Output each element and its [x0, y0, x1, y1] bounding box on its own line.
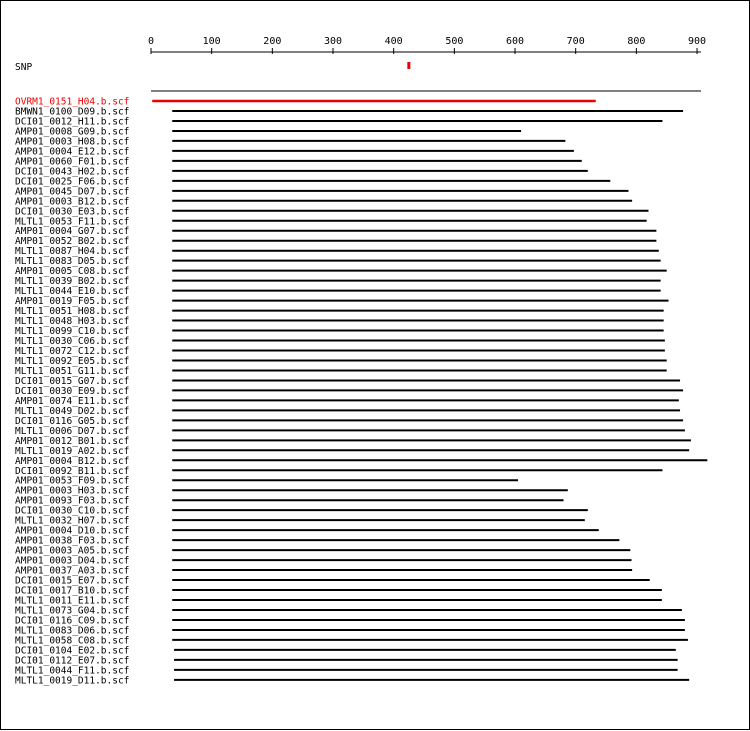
read-label[interactable]: MLTL1_0019_A02.b.scf	[15, 445, 130, 457]
axis-tick-label: 400	[384, 36, 403, 47]
read-label[interactable]: AMP01_0004_D10.b.scf	[15, 525, 130, 537]
read-label[interactable]: DCI01_0116_G05.b.scf	[15, 415, 130, 427]
axis-tick-label: 600	[505, 36, 525, 47]
read-label[interactable]: MLTL1_0092_E05.b.scf	[15, 355, 130, 367]
read-label[interactable]: AMP01_0060_F01.b.scf	[15, 156, 130, 168]
read-label[interactable]: MLTL1_0058_C08.b.scf	[15, 635, 130, 647]
read-label[interactable]: DCI01_0112_E07.b.scf	[15, 655, 130, 667]
read-label[interactable]: AMP01_0005_C08.b.scf	[15, 266, 130, 278]
read-label[interactable]: MLTL1_0030_C06.b.scf	[15, 336, 130, 348]
read-label[interactable]: AMP01_0004_E12.b.scf	[15, 146, 130, 158]
read-label[interactable]: MLTL1_0049_D02.b.scf	[15, 405, 130, 417]
read-label[interactable]: MLTL1_0099_C10.b.scf	[15, 326, 130, 338]
read-label[interactable]: AMP01_0074_E11.b.scf	[15, 395, 130, 407]
read-label[interactable]: BMWN1_0100_D09.b.scf	[15, 106, 130, 118]
read-label[interactable]: MLTL1_0053_F11.b.scf	[15, 216, 130, 228]
read-label[interactable]: AMP01_0003_H03.b.scf	[15, 485, 130, 497]
read-label[interactable]: DCI01_0092_B11.b.scf	[15, 465, 130, 477]
read-label[interactable]: AMP01_0003_D04.b.scf	[15, 555, 130, 567]
read-label[interactable]: MLTL1_0039_B02.b.scf	[15, 276, 130, 288]
read-label[interactable]: AMP01_0093_F03.b.scf	[15, 495, 130, 507]
read-label[interactable]: AMP01_0019_F05.b.scf	[15, 296, 130, 308]
read-label[interactable]: MLTL1_0087_H04.b.scf	[15, 246, 130, 258]
read-label[interactable]: AMP01_0003_B12.b.scf	[15, 196, 130, 208]
axis-tick-label: 0	[147, 36, 155, 47]
read-label[interactable]: MLTL1_0006_D07.b.scf	[15, 425, 130, 437]
read-label[interactable]: MLTL1_0083_D06.b.scf	[15, 625, 130, 637]
axis-tick-label: 700	[566, 36, 585, 47]
read-label[interactable]: AMP01_0038_F03.b.scf	[15, 535, 130, 547]
read-label[interactable]: DCI01_0015_E07.b.scf	[15, 575, 130, 587]
read-label[interactable]: AMP01_0052_B02.b.scf	[15, 236, 130, 248]
read-label[interactable]: MLTL1_0032_H07.b.scf	[15, 515, 130, 527]
read-label[interactable]: MLTL1_0051_H08.b.scf	[15, 306, 130, 318]
read-label[interactable]: MLTL1_0072_C12.b.scf	[15, 346, 130, 357]
read-label[interactable]: DCI01_0116_C09.b.scf	[15, 615, 130, 627]
snp-marker[interactable]	[407, 62, 410, 69]
read-label[interactable]: DCI01_0030_C10.b.scf	[15, 505, 130, 517]
read-label[interactable]: DCI01_0025_F06.b.scf	[15, 176, 130, 188]
read-label[interactable]: AMP01_0037_A03.b.scf	[15, 565, 130, 577]
read-alignment-diagram	[1, 1, 750, 731]
read-label[interactable]: DCI01_0015_G07.b.scf	[15, 375, 130, 387]
read-label[interactable]: AMP01_0012_B01.b.scf	[15, 435, 130, 447]
read-label[interactable]: DCI01_0017_B10.b.scf	[15, 585, 130, 597]
snp-track	[15, 62, 410, 73]
axis-tick-label: 800	[627, 36, 646, 47]
read-label[interactable]: AMP01_0003_H08.b.scf	[15, 136, 130, 148]
axis-tick-label: 900	[687, 36, 707, 47]
read-label[interactable]: AMP01_0003_A05.b.scf	[15, 545, 130, 557]
read-label[interactable]: DCI01_0043_H02.b.scf	[15, 166, 130, 178]
read-label[interactable]: DCI01_0030_E09.b.scf	[15, 385, 130, 397]
axis-tick-label: 300	[323, 36, 343, 47]
axis-tick-label: 200	[263, 36, 282, 47]
read-label[interactable]: MLTL1_0011_E11.b.scf	[15, 595, 130, 607]
snp-track-label: SNP	[15, 62, 33, 73]
axis-tick-label: 500	[445, 36, 464, 47]
read-label[interactable]: MLTL1_0083_D05.b.scf	[15, 256, 130, 268]
read-label[interactable]: AMP01_0045_D07.b.scf	[15, 186, 130, 198]
read-label[interactable]: MLTL1_0073_G04.b.scf	[15, 605, 130, 617]
reference-read-label[interactable]: OVRM1_0151_H04.b.scf	[15, 96, 130, 108]
read-label[interactable]: MLTL1_0044_F11.b.scf	[15, 665, 130, 677]
read-label[interactable]: DCI01_0104_E02.b.scf	[15, 645, 130, 657]
read-label[interactable]: DCI01_0012_H11.b.scf	[15, 116, 130, 128]
read-label[interactable]: DCI01_0030_E03.b.scf	[15, 206, 130, 218]
read-label[interactable]: AMP01_0004_G07.b.scf	[15, 226, 130, 238]
read-label[interactable]: MLTL1_0019_D11.b.scf	[15, 675, 130, 687]
read-label[interactable]: AMP01_0053_F09.b.scf	[15, 475, 130, 487]
reads-track	[15, 97, 707, 687]
axis-tick-label: 100	[202, 36, 221, 47]
read-label[interactable]: MLTL1_0044_E10.b.scf	[15, 286, 130, 298]
read-label[interactable]: AMP01_0004_B12.b.scf	[15, 455, 130, 467]
read-label[interactable]: MLTL1_0051_G11.b.scf	[15, 365, 130, 377]
read-label[interactable]: AMP01_0008_G09.b.scf	[15, 126, 130, 138]
read-label[interactable]: MLTL1_0048_H03.b.scf	[15, 316, 130, 328]
position-axis	[148, 36, 706, 54]
